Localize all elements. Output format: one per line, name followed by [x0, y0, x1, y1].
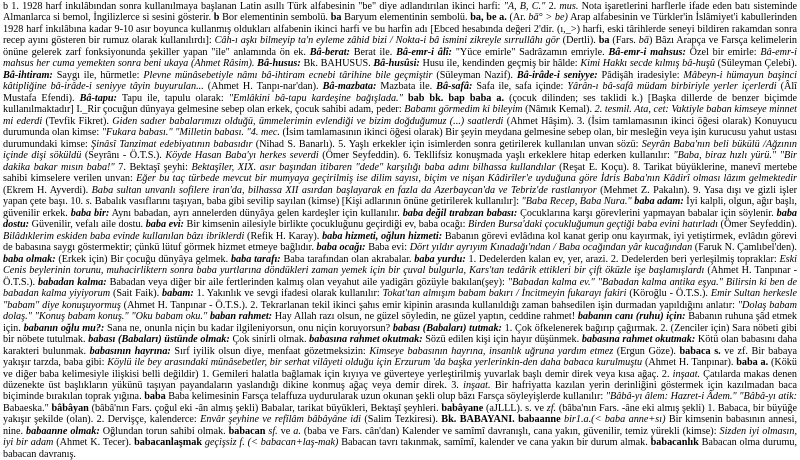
definition-text: 1. Yakınlık ve sevgi ifadesi olarak kullanılır:	[193, 288, 383, 300]
subentry-headword: Bâ-safâ:	[436, 81, 473, 93]
definition-text: Hay Allah razı olsun, ne güzel söyledin, ne güzel yaptın, ceddine rahmet!	[272, 311, 578, 323]
definition-text: ve	[277, 425, 294, 437]
example-text: Birden Bursa'daki çocukluğumun geçtiği baba evini hatırladı	[468, 219, 718, 231]
example-text: Eğer bu taç türbede mevcut bir mumyaya geçirilmiş ise dilim sayısı, biçim ve nişan Kâdirîler'e uyduğuna göre İdris Baba'nın Kâdirî olması lâzım gelmektedir	[136, 173, 797, 185]
subentry-headword: baba tarafı:	[230, 253, 281, 265]
definition-text: ) Bâzı Arapça ve Farsça kelimelerin önüne gelerek zarf fonksiyonunda şekiller yapan "ile" anlamında ön ek.	[3, 35, 797, 58]
definition-text: (Seyrânı - Ö.T.S.).	[81, 150, 166, 162]
example-text: "Fukara babası." "Milletin babası. "4. mec.	[101, 127, 280, 139]
example-text: Bâ-emr-i mahsus her cuma yemekten sonra beni ukaya (Ahmet Râsim).	[3, 46, 797, 70]
definition-text: Çok sinirli olmak.	[229, 334, 310, 346]
definition-text: Baba tarafından olan akrabalar.	[280, 253, 415, 265]
definition-text: Baba evi:	[365, 242, 410, 254]
subentry-headword: babasının hayrına:	[89, 345, 171, 357]
definition-text: "Yüce emirle" Sadrâzamın emriyle.	[451, 46, 609, 58]
example-text: bir1.a.(< baba anne+sı)	[564, 414, 666, 426]
subentry-headword: baba olmak:	[3, 253, 56, 265]
subentry-headword: Bâ-husûsi:	[373, 58, 420, 70]
definition-text: (Ahmet H. Tanpı-nar'dan).	[203, 81, 323, 93]
headword: baba	[144, 391, 166, 403]
subentry-headword: babanın oğlu mu?:	[23, 322, 105, 334]
headword: ba, be a.	[470, 12, 507, 24]
definition-text: (Refik H. Karay).	[244, 230, 323, 242]
example-text: "Babadan kalma ev." "Babadan kalma antika eşya." Bilirsin ki ben de babadan kalma yiyiyorum	[3, 276, 797, 300]
subentry-headword: baba hizmeti, oğlun hizmeti:	[322, 230, 443, 242]
headword: ba	[598, 35, 610, 47]
definition-text: Babacan tavrı takınmak, samîmî, kalender ve cana yakın bir durum almak.	[338, 437, 651, 449]
headword: babacan	[228, 425, 266, 437]
definition-text: (Tevfik Fikret).	[42, 115, 113, 127]
definition-text: (Mehmet Z. Pakalın). 9. Yasa dışı ve gizli işler yapan çete başı. 10.	[3, 184, 797, 208]
definition-text: (aJLLL). s. ve	[483, 402, 547, 414]
definition-text: 7. Bektaşî şeyhi:	[114, 161, 192, 173]
subentry-headword: babasına rahmet okutmak:	[309, 334, 423, 346]
definition-text: Berat ile.	[349, 46, 397, 58]
definition-text: (Ömer Seyfeddin).	[717, 219, 797, 231]
example-text: Bilâdıklerim eskiden baba evinde kullanılan bâzı ibriklerdi	[3, 230, 245, 242]
example-text: Câh-ı aşkı bilmeyip ta'n eyleme zâhid bizi / Nokta-i bâ ismini zikreyle sırrullâhı gör	[214, 35, 560, 47]
example-text: bā	[638, 35, 649, 47]
example-text: inşaat.	[463, 379, 491, 391]
headword: b	[213, 12, 220, 24]
example-text: inşaat.	[672, 368, 701, 380]
subentry-headword: baba dostu:	[3, 207, 797, 231]
definition-text: Babaeska."	[3, 402, 52, 414]
subentry-headword: babası (Babaları) üstünde olmak:	[88, 334, 230, 346]
definition-text: Pâdişâh iradesiyle:	[597, 69, 684, 81]
example-text: "Emlâkini bâ-tapu kardeşine bağışlada."	[228, 92, 403, 104]
definition-text: Kötü olan babasını daha karakteri bulunmak.	[3, 334, 797, 357]
example-text: Babamı görmedim ki bileyim	[404, 104, 523, 116]
definition-text: (İsim tamlamasının ikinci öğesi olarak) Bir şeyin meydana gelmesine sebep olan, bir mesleğin veya işin kurucusu yahut ustası durumundaki kimse:	[3, 127, 797, 150]
example-text: sf.	[268, 425, 278, 437]
definition-text: (bâba'nın Fars. -âne eki almış şekli) 1. Babaca, bir büyüğe yakışır şekilde (olan). 2. Dervişçe, kalenderce:	[3, 402, 798, 426]
subentry-headword: Bâ-emr-i mahsus:	[608, 46, 686, 58]
subentry-headword: baba evi:	[145, 219, 184, 231]
definition-text: (Ar.	[506, 12, 529, 24]
definition-text: (Erkek için) Bir çocuğu dünyâya gelmek.	[55, 253, 231, 265]
definition-text: Bor elementinin sembolü.	[219, 12, 331, 24]
definition-text: Babalık vasıflarını taşıyan, baba gibi sevilip sayılan (kimse) [Kişi adlarının önüne getirilerek kullanılır]:	[92, 196, 522, 208]
example-text: s.	[85, 196, 93, 208]
example-text: Yârân-ı bâ-safâ müdam birbiriyle yerler içerlerdi	[567, 81, 777, 93]
definition-text: Mazbata ile.	[376, 81, 437, 93]
definition-text: (baba ve Fars. cân'dan) Kalender ve samîmî davranışlı, cana yakın, güvenilir, temiz yürekli (kimse):	[300, 425, 720, 437]
definition-text: Husu ile, kendinden geçmiş bir hâlde:	[419, 58, 581, 70]
definition-text: Baba kelimesinin Farsça telaffuza uydurularak uzun okunan şekli olup bâzı Farsça söyleyişlerde kullanılır:	[165, 391, 606, 403]
definition-text: Oğlundan torun sahibi olmak.	[99, 425, 229, 437]
definition-text: Sözü edilen kişi için hayır düşünmek.	[422, 334, 582, 346]
definition-text: Tapu ile, tapulu olarak:	[116, 92, 229, 104]
example-text: "Baba Recep, Baba Nura."	[521, 196, 632, 208]
definition-text: Çocuklarına karşı görevlerini yapmayan babalar için söylenir.	[517, 207, 777, 219]
definition-text: (Sait Faik).	[110, 288, 163, 300]
definition-text: İyi kalpli, olgun, ağır başlı, güvenilir erkek.	[3, 196, 797, 219]
example-text: geçişsiz f. (< babacan+laş-mak)	[204, 437, 339, 449]
definition-text: Bir hafriyatta kazılan yerin derinliğini göstermek için kazılmadan baca biçiminde bırakılan toprak yığına.	[3, 379, 797, 403]
example-text: Köylü ile bey arasındaki münâsebetler, bir serhat vilâyeti olduğu için Erzurum 'da başka yerlerinkin-den daha babaca kurulmuştu	[107, 357, 643, 369]
definition-text: (Köroğlu - Ö.T.S.).	[626, 288, 711, 300]
definition-text: ve zf. Bir babaya yakışır tarzda, baba gibi:	[3, 345, 797, 369]
example-text: Şinâsî Tanzimat edebiyatının babasıdır	[91, 138, 253, 150]
subentry-headword: Bâ-irâde-i seniyye:	[516, 69, 598, 81]
example-text: zf.	[546, 402, 557, 414]
example-text: bā° > be)	[528, 12, 568, 24]
example-text: "A, B, C."	[503, 1, 546, 12]
headword: baba a.	[736, 357, 769, 369]
subentry-headword: Bâ-mazbata:	[322, 81, 377, 93]
subentry-headword: baba ocağı:	[316, 242, 366, 254]
example-text: "Dolaş babam dolaş." "Konuş babam konuş." "Oku babam oku."	[3, 299, 797, 323]
example-text: Baba sultan unvanlı sofilere iran'da, bilhassa XII asırdan başlayarak en fazla da Azerbaycan'da ve Tebriz'de rastlanıyor	[91, 184, 597, 196]
example-text: a.	[293, 425, 301, 437]
definition-text: Babacan olma durumu, babacan davranış.	[3, 437, 798, 460]
subentry-headword: baba yurdu:	[414, 253, 466, 265]
definition-text: (Âlî Mustafa Efendi).	[3, 81, 797, 104]
definition-text: (bâbâ'nın Fars. çoğul eki -ân almış şekli) Babalar, tarikat büyükleri, Bektaşî şeyhleri.	[88, 402, 442, 414]
definition-text: (Faruk N. Çamlıbel'den).	[692, 242, 797, 254]
example-text: Köyde Hasan Baba'yı herkes severdi	[165, 150, 319, 162]
definition-text: (Nihad S. Banarlı). 5. Yaşlı erkekler için isimlerden sonra getirilerek kullanılan unvan sözü:	[252, 138, 642, 150]
subentry-headword: Bâ-husus:	[257, 58, 301, 70]
definition-text: (Ekrem H. Ayverdi).	[3, 184, 92, 196]
definition-text: Babadan veya diğer bir aile fertlerinden kalmış olan veyahut aile yadigârı gözüyle bakılan(şey):	[106, 276, 508, 288]
example-text: mus.	[559, 1, 579, 12]
subentry-headword: Bâ-berat:	[309, 46, 350, 58]
definition-text: (Ahmet H. Tanpınar - Ö.T.S.).	[3, 265, 798, 288]
example-text: Eski Cenis beylerinin torunu, muhacirliktern sonra baba yurtlarına döndükleri zaman yemek için bir çuval bulgurla, Kars'tan tedârik ettikleri bir çift öküzle işe başlamışlardı	[3, 253, 797, 277]
example-text: 2. tesmil. Ata, cet: Vaktiyle baban kimseye minnet mi ederdi	[3, 104, 798, 127]
example-text: Plevne münâsebetiyle nâmı bâ-ihtiram ecnebi târihine bile geçmiştir	[143, 69, 433, 81]
subentry-headword: baba bir:	[70, 207, 110, 219]
headword: Bk. BABAYANI.	[441, 414, 515, 426]
definition-text: Aynı babadan, ayrı annelerden dünyâya gelen kardeşler için kullanılır.	[109, 207, 403, 219]
definition-text: (Ahmet K. Tecer).	[53, 437, 135, 449]
definition-text: (Nâmık Kemal).	[522, 104, 595, 116]
definition-text: Güvenilir, vefalı aile dostu.	[29, 219, 146, 231]
definition-text: (Süleyman Çelebi).	[714, 58, 798, 70]
definition-text: b 1. 1928 harf inkılâbından sonra kullanılmaya başlanan Latin asıllı Türk alfabesinin "be" diye adlandırılan ikinci harfi:	[3, 1, 504, 12]
example-text: Bektaşîler, XIX. asır başından itibaren "dede" karşılığı baba adını bilhassa kullandılar	[191, 161, 556, 173]
example-text: Dört yıldır ayrıyım Kınadağı'ndan / Baba ocağından yâr kucağından	[409, 242, 693, 254]
definition-text: 1. Çok öfkelenerek bağırıp çağırmak. 2. (Zenciler için) Sara nöbeti gibi bir nöbete tutulmak.	[3, 322, 797, 346]
definition-text: (Dertli).	[559, 35, 599, 47]
subentry-headword: babaanne olmak:	[26, 425, 100, 437]
subentry-headword: Bâ-tapu:	[79, 92, 117, 104]
subentry-headword: babadan kalma:	[38, 276, 107, 288]
definition-text: (Ahmet Hâşim). 3. (İsim tamlamasının ikinci öğesi olarak) Konuyucu durumunda olan kimse:	[3, 115, 797, 139]
subentry-headword: babam:	[162, 288, 194, 300]
example-text: "Baba, biraz hızlı yürü." "Bir dakika bakar mısın baba!"	[3, 150, 798, 173]
definition-text: (Ahmet H. Tanpınar - Ö.T.S.). 2. Tekrarlanan tekil ikinci şahıs emir kipinin arasında kullanıldığı zaman bahsedilen işin durmadan yapıldığını anlatır:	[120, 299, 738, 311]
definition-text: (Salim Tezkiresi).	[361, 414, 442, 426]
subentry-headword: Bâ-ihtiram:	[3, 69, 53, 81]
example-text: Mâbeyn-i hümayun başinci kâtipliğine bâ-irâde-i seniyye tâyin buyurulan...	[3, 69, 797, 93]
headword: babâyane	[441, 402, 484, 414]
definition-text: (Ergun Göze).	[613, 345, 680, 357]
headword: babacanlaşmak	[134, 437, 203, 449]
definition-text: (Ahmet H. Tanpınar).	[642, 357, 737, 369]
subentry-headword: babası (Babaları) tutmak:	[392, 322, 502, 334]
example-text: Emir Sultan herkesle "babam" diye konuşuyormuş	[3, 288, 797, 311]
definition-text: Sırf iyilik olsun diye, menfaat gözetmeksizin:	[170, 345, 370, 357]
headword: ba	[330, 12, 342, 24]
definition-text: Arap alfabesinin ve Türkler'in İslâmiyet'i kabullerinden 1928 harf inkılâbına kadar 9-10 asır boyunca kullanmış oldukları alfabenin ikinci harfi ve bu harfin adı [Ebced hesabında değeri 2'dir. (ı,_>) harfi, eski târihlerde seneyi bildiren rakamdan sonra recep ayını gösteren bir rumuz olarak kullanılırdı]:	[3, 12, 797, 47]
headword: bab bk. bap baba a.	[407, 92, 505, 104]
definition-text: Babanın görevi evlâdına kol kanat gerip onu kayırmak, iyi yetiştirmek, evlâdın görevi de babasına saygı göstermektir; çünkü lütuf görmek hizmet etmeye bağlıdır.	[3, 230, 797, 254]
subentry-headword: babanın canı (ruhu) için:	[577, 311, 686, 323]
definition-text: Bk. BAHUSUS.	[300, 58, 374, 70]
definition-text: (Ömer Seyfeddin). 6. Tekllifsiz konuşmada yaşlı erkeklere hitap ederken kullanılır:	[318, 150, 674, 162]
definition-text: (Fars.	[609, 35, 639, 47]
definition-text: Nota işaretlerini harflerle ifade eden batı sisteminde Almanlarca si bemol, İngilizlerce si sesini gösterir.	[3, 1, 798, 24]
example-text: Seyrân Baba'nın beli bükülü /Ağzının içinde dişi söküldü	[3, 138, 797, 162]
subentry-headword: baba adam:	[634, 196, 684, 208]
headword: babaanne	[518, 414, 561, 426]
example-text: Kimi Hakkı secde kılmış bâ-huşû	[580, 58, 715, 70]
definition-text: Bir kimsenin ailesiyle birlikte çocukluğunu geçirdiği ev, baba ocağı:	[183, 219, 469, 231]
subentry-headword: Bâ-emr-i âlî:	[396, 46, 452, 58]
headword: bâbâyan	[51, 402, 89, 414]
example-text: Sizden iyi olmasın, iyi bir adam	[3, 425, 798, 449]
example-text: Giden sadıer babalarımızı olduğü, ümmelerimin evlendiği ve bizim doğduğumuz (...) saatlerdi	[112, 115, 504, 127]
headword: babaca s.	[679, 345, 721, 357]
definition-text: 1. Dedelerden kalan ev, yer, arazi. 2. Dedelerden beri yerleşilmiş topraklar:	[465, 253, 780, 265]
definition-text: Çatılarda makas denen düzenekte üst başlıkların yükünü taşıyan payandaların yaslandığı dikine konmuş ağaç veya demir direk. 3.	[3, 368, 797, 391]
definition-text: (Kökü ve diğer baba kelimesiyle ilişkisi belli değildir) 1. Gemileri halatla bağlamak için kıyıya ve güverteye yerleştirilmiş yuvarlak başlı demir direk veya kısa ağaç. 2.	[3, 357, 797, 380]
subentry-headword: baba değil tırabzan babası:	[402, 207, 518, 219]
definition-text: Babanın ruhuna şâd etmek için.	[3, 311, 798, 334]
example-text: "Bâbâ-yı âlem: Hazret-i Âdem." "Bâbâ-yı atik:	[605, 391, 798, 403]
definition-text: (Reşat E. Koçu). 8. Tarikat büyüklerine, manevî mertebe sahibi kimselere verilen unvan:	[3, 161, 797, 185]
definition-text: Safa ile, safa içinde:	[472, 81, 568, 93]
example-text: Kimseye babasının hayrına, insanlık uğruna yardım etmez	[369, 345, 614, 357]
subentry-headword: babasına rahmet okutmak:	[581, 334, 696, 346]
definition-text: Sana ne, onunla niçin bu kadar ilgileniyorsun, onu niçin koruyorsun?	[104, 322, 393, 334]
example-text: Envâr şeyhine ve refîlâm bâbâyâne idi	[200, 414, 361, 426]
definition-text: 2.	[545, 1, 560, 12]
definition-text: Özel bir emirle:	[685, 46, 761, 58]
example-text: Tokat'tan almışım babam bakırı / İncitmeyin fukarayı fakiri	[382, 288, 627, 300]
definition-text: Saygı ile, hürmetle:	[52, 69, 144, 81]
definition-text: (Süleyman Nazif).	[432, 69, 517, 81]
headword: babacanlık	[650, 437, 699, 449]
subentry-headword: baban rahmet:	[209, 311, 273, 323]
definition-text: Baryum elementinin sembolü.	[341, 12, 471, 24]
definition-text: (çocuk dilinden; ses taklidi k.) [Başka dillerde de benzer biçimde kullanılmaktadır] I._Rir çocuğun dünyaya gelmesine sebep olan erkek, çocuk sahibi adam, peder:	[3, 92, 798, 116]
definition-text: Bir kimsenin babasının annesi, nine.	[3, 414, 798, 437]
